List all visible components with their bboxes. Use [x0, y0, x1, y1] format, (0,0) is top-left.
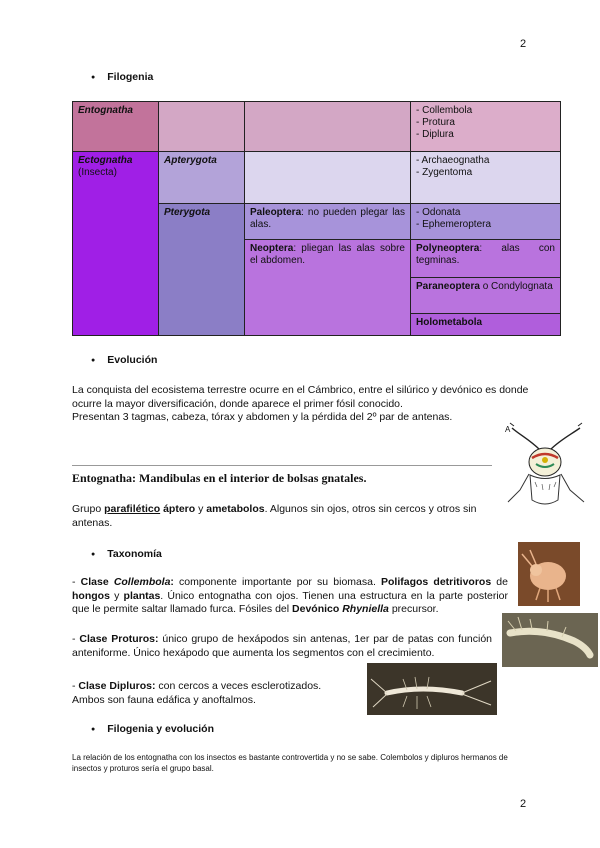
grupo-text: Grupo parafilético áptero y ametabolos. Algunos sin ojos, otros sin cercos y otros sin antenas.	[72, 503, 477, 529]
cell-empty	[245, 152, 411, 204]
phylogeny-table	[72, 101, 561, 336]
cell-polyneoptera: Polyneoptera: alas con tegminas.	[411, 240, 561, 278]
cell-pterygota: Pterygota	[159, 204, 245, 336]
ambos-text: Ambos son fauna edáfica y anoftalmos.	[72, 694, 256, 706]
cell-holometabola: Holometabola	[411, 314, 561, 336]
page-number-bottom: 2	[520, 798, 527, 810]
figure-label: A	[505, 425, 511, 434]
cell-paleoptera: Paleoptera: no pueden plegar las alas.	[245, 204, 411, 240]
cell-paleoptera-orders: - Odonata - Ephemeroptera	[411, 204, 561, 240]
collembola-photo	[518, 542, 580, 606]
final-text: La relación de los entognatha con los insectos es bastante controvertida y no se sabe. Colembolos y dipluros hermanos de insectos y proturos sería el grupo basal.	[72, 753, 508, 773]
cell-paraneoptera: Paraneoptera o Condylognata	[411, 278, 561, 314]
protura-photo	[502, 613, 598, 667]
dipluros-text: - Clase Dipluros: con cercos a veces esclerotizados.	[72, 680, 322, 692]
page-number-top: 2	[520, 38, 527, 50]
entognatha-heading: Entognatha: Mandibulas en el interior de bolsas gnatales.	[72, 471, 367, 485]
section-evolucion: ● Evolución	[91, 354, 157, 366]
cell-entognatha: Entognatha	[73, 102, 159, 152]
cell-empty	[159, 102, 245, 152]
evolucion-text: La conquista del ecosistema terrestre ocurre en el Cámbrico, entre el silúrico y devónico es donde ocurre la mayor diversificación, donde aparece el primer fósil conocido. Presentan 3 tagmas, cabeza, tórax y abdomen y la pérdida del 2º par de antenas.	[72, 384, 529, 423]
cell-ectognatha: Ectognatha (Insecta)	[73, 152, 159, 336]
divider	[72, 465, 492, 466]
proturos-text-a: - Clase Proturos: único grupo de hexápodos sin antenas, 1er par de patas con función anteniforme. Único hexápodo que aumenta los segmentos con el crecimiento.	[72, 633, 493, 659]
section-filogenia: ● Filogenia	[91, 71, 153, 83]
cell-neoptera: Neoptera: pliegan las alas sobre el abdomen.	[245, 240, 411, 336]
collembola-text: - Clase Collembola: componente importante por su biomasa. Polifagos detritivoros de hongos y plantas. Único entognatha con ojos. Tienen una estructura en la parte posterior que le permite saltar llamado furca. Fósiles del Devónico Rhyniella precursor.	[72, 576, 508, 615]
cell-apterygota-orders: - Archaeognatha - Zygentoma	[411, 152, 561, 204]
section-filogenia-evolucion: ● Filogenia y evolución	[91, 723, 214, 735]
cell-apterygota: Apterygota	[159, 152, 245, 204]
cell-empty	[245, 102, 411, 152]
section-taxonomia: ● Taxonomía	[91, 548, 162, 560]
diplura-photo	[367, 663, 497, 715]
insect-head-drawing	[500, 420, 590, 512]
cell-entognatha-orders: - Collembola - Protura - Diplura	[411, 102, 561, 152]
